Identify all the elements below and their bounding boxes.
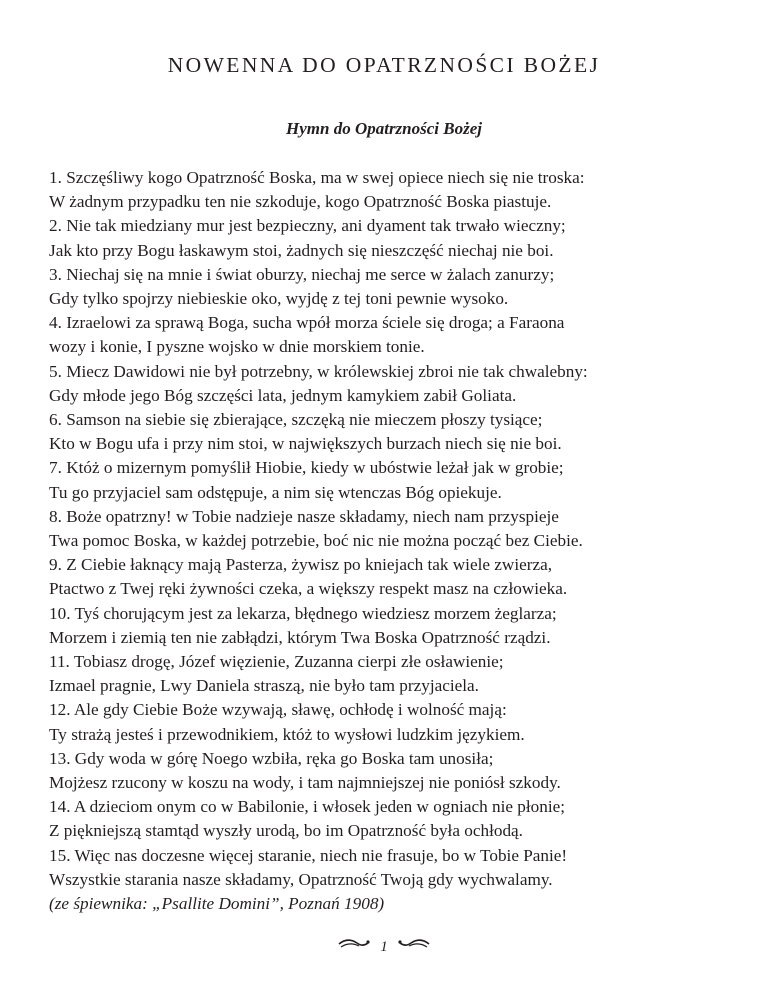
verse-line: 15. Więc nas doczesne więcej staranie, niech nie frasuje, bo w Tobie Panie! (49, 845, 568, 865)
verse-line: Kto w Bogu ufa i przy nim stoi, w największych burzach niech się nie boi. (49, 434, 562, 454)
verse-line: 11. Tobiasz drogę, Józef więzienie, Zuzanna cierpi złe osławienie; (49, 652, 504, 672)
verse-line: Jak kto przy Bogu łaskawym stoi, żadnych się nieszczęść niechaj nie boi. (49, 240, 554, 260)
verse-line: Twa pomoc Boska, w każdej potrzebie, boć nic nie można począć bez Ciebie. (49, 531, 583, 551)
fleuron-left-icon (337, 938, 371, 956)
verse-line: W żadnym przypadku ten nie szkoduje, kogo Opatrzność Boska piastuje. (49, 192, 552, 212)
verse-line: 4. Izraelowi za sprawą Boga, sucha wpół morza ściele się droga; a Faraona (49, 313, 565, 333)
page-number: 1 (380, 939, 388, 955)
verse-line: Mojżesz rzucony w koszu na wody, i tam najmniejszej nie poniósł szkody. (49, 773, 561, 793)
verse-line: 3. Niechaj się na mnie i świat oburzy, niechaj me serce w żalach zanurzy; (49, 264, 555, 284)
verse-line: 6. Samson na siebie się zbierające, szczęką nie mieczem płoszy tysiące; (49, 410, 543, 430)
verse-line: Wszystkie starania nasze składamy, Opatrzność Twoją gdy wychwalamy. (49, 869, 553, 889)
verse-line: 10. Tyś chorującym jest za lekarza, błędnego wiedziesz morzem żeglarza; (49, 603, 557, 623)
verse-line: Tu go przyjaciel sam odstępuje, a nim się wtenczas Bóg opiekuje. (49, 482, 502, 502)
hymn-title: Hymn do Opatrzności Bożej (286, 119, 482, 138)
verse-line: 2. Nie tak miedziany mur jest bezpieczny, ani dyament tak trwało wieczny; (49, 216, 566, 236)
verse-line: 9. Z Ciebie łaknący mają Pasterza, żywisz po kniejach tak wiele zwierza, (49, 555, 552, 575)
verse-line: 14. A dzieciom onym co w Babilonie, i włosek jeden w ogniach nie płonie; (49, 797, 566, 817)
verse-line: Gdy tylko spojrzy niebieskie oko, wyjdę z tej toni pewnie wysoko. (49, 289, 509, 309)
verse-line: wozy i konie, I pyszne wojsko w dnie morskiem tonie. (49, 337, 425, 357)
hymn-verses (49, 166, 749, 916)
verse-line: Izmael pragnie, Lwy Daniela straszą, nie było tam przyjaciela. (49, 676, 479, 696)
verse-line: Gdy młode jego Bóg szczęści lata, jednym kamykiem zabił Goliata. (49, 385, 517, 405)
verse-line: 13. Gdy woda w górę Noego wzbiła, ręka go Boska tam unosiła; (49, 748, 494, 768)
verse-line: Z piękniejszą stamtąd wyszły urodą, bo im Opatrzność była ochłodą. (49, 821, 523, 841)
verse-line: Ty strażą jesteś i przewodnikiem, któż to wysłowi ludzkim językiem. (49, 724, 525, 744)
verse-line: Morzem i ziemią ten nie zabłądzi, którym Twa Boska Opatrzność rządzi. (49, 627, 551, 647)
verse-line: 5. Miecz Dawidowi nie był potrzebny, w królewskiej zbroi nie tak chwalebny: (49, 361, 588, 381)
fleuron-right-icon (397, 938, 431, 956)
source-citation: (ze śpiewnika: „Psallite Domini”, Poznań 1908) (49, 894, 385, 914)
verse-line: Ptactwo z Twej ręki żywności czeka, a większy respekt masz na człowieka. (49, 579, 568, 599)
verse-line: 12. Ale gdy Ciebie Boże wzywają, sławę, ochłodę i wolność mają: (49, 700, 507, 720)
verse-line: 7. Któż o mizernym pomyślił Hiobie, kiedy w ubóstwie leżał jak w grobie; (49, 458, 564, 478)
verse-line: 1. Szczęśliwy kogo Opatrzność Boska, ma w swej opiece niech się nie troska: (49, 168, 585, 187)
page-footer (0, 938, 768, 956)
page-title: NOWENNA DO OPATRZNOŚCI BOŻEJ (167, 53, 601, 77)
verse-line: 8. Boże opatrzny! w Tobie nadzieje nasze składamy, niech nam przyspieje (49, 506, 559, 526)
